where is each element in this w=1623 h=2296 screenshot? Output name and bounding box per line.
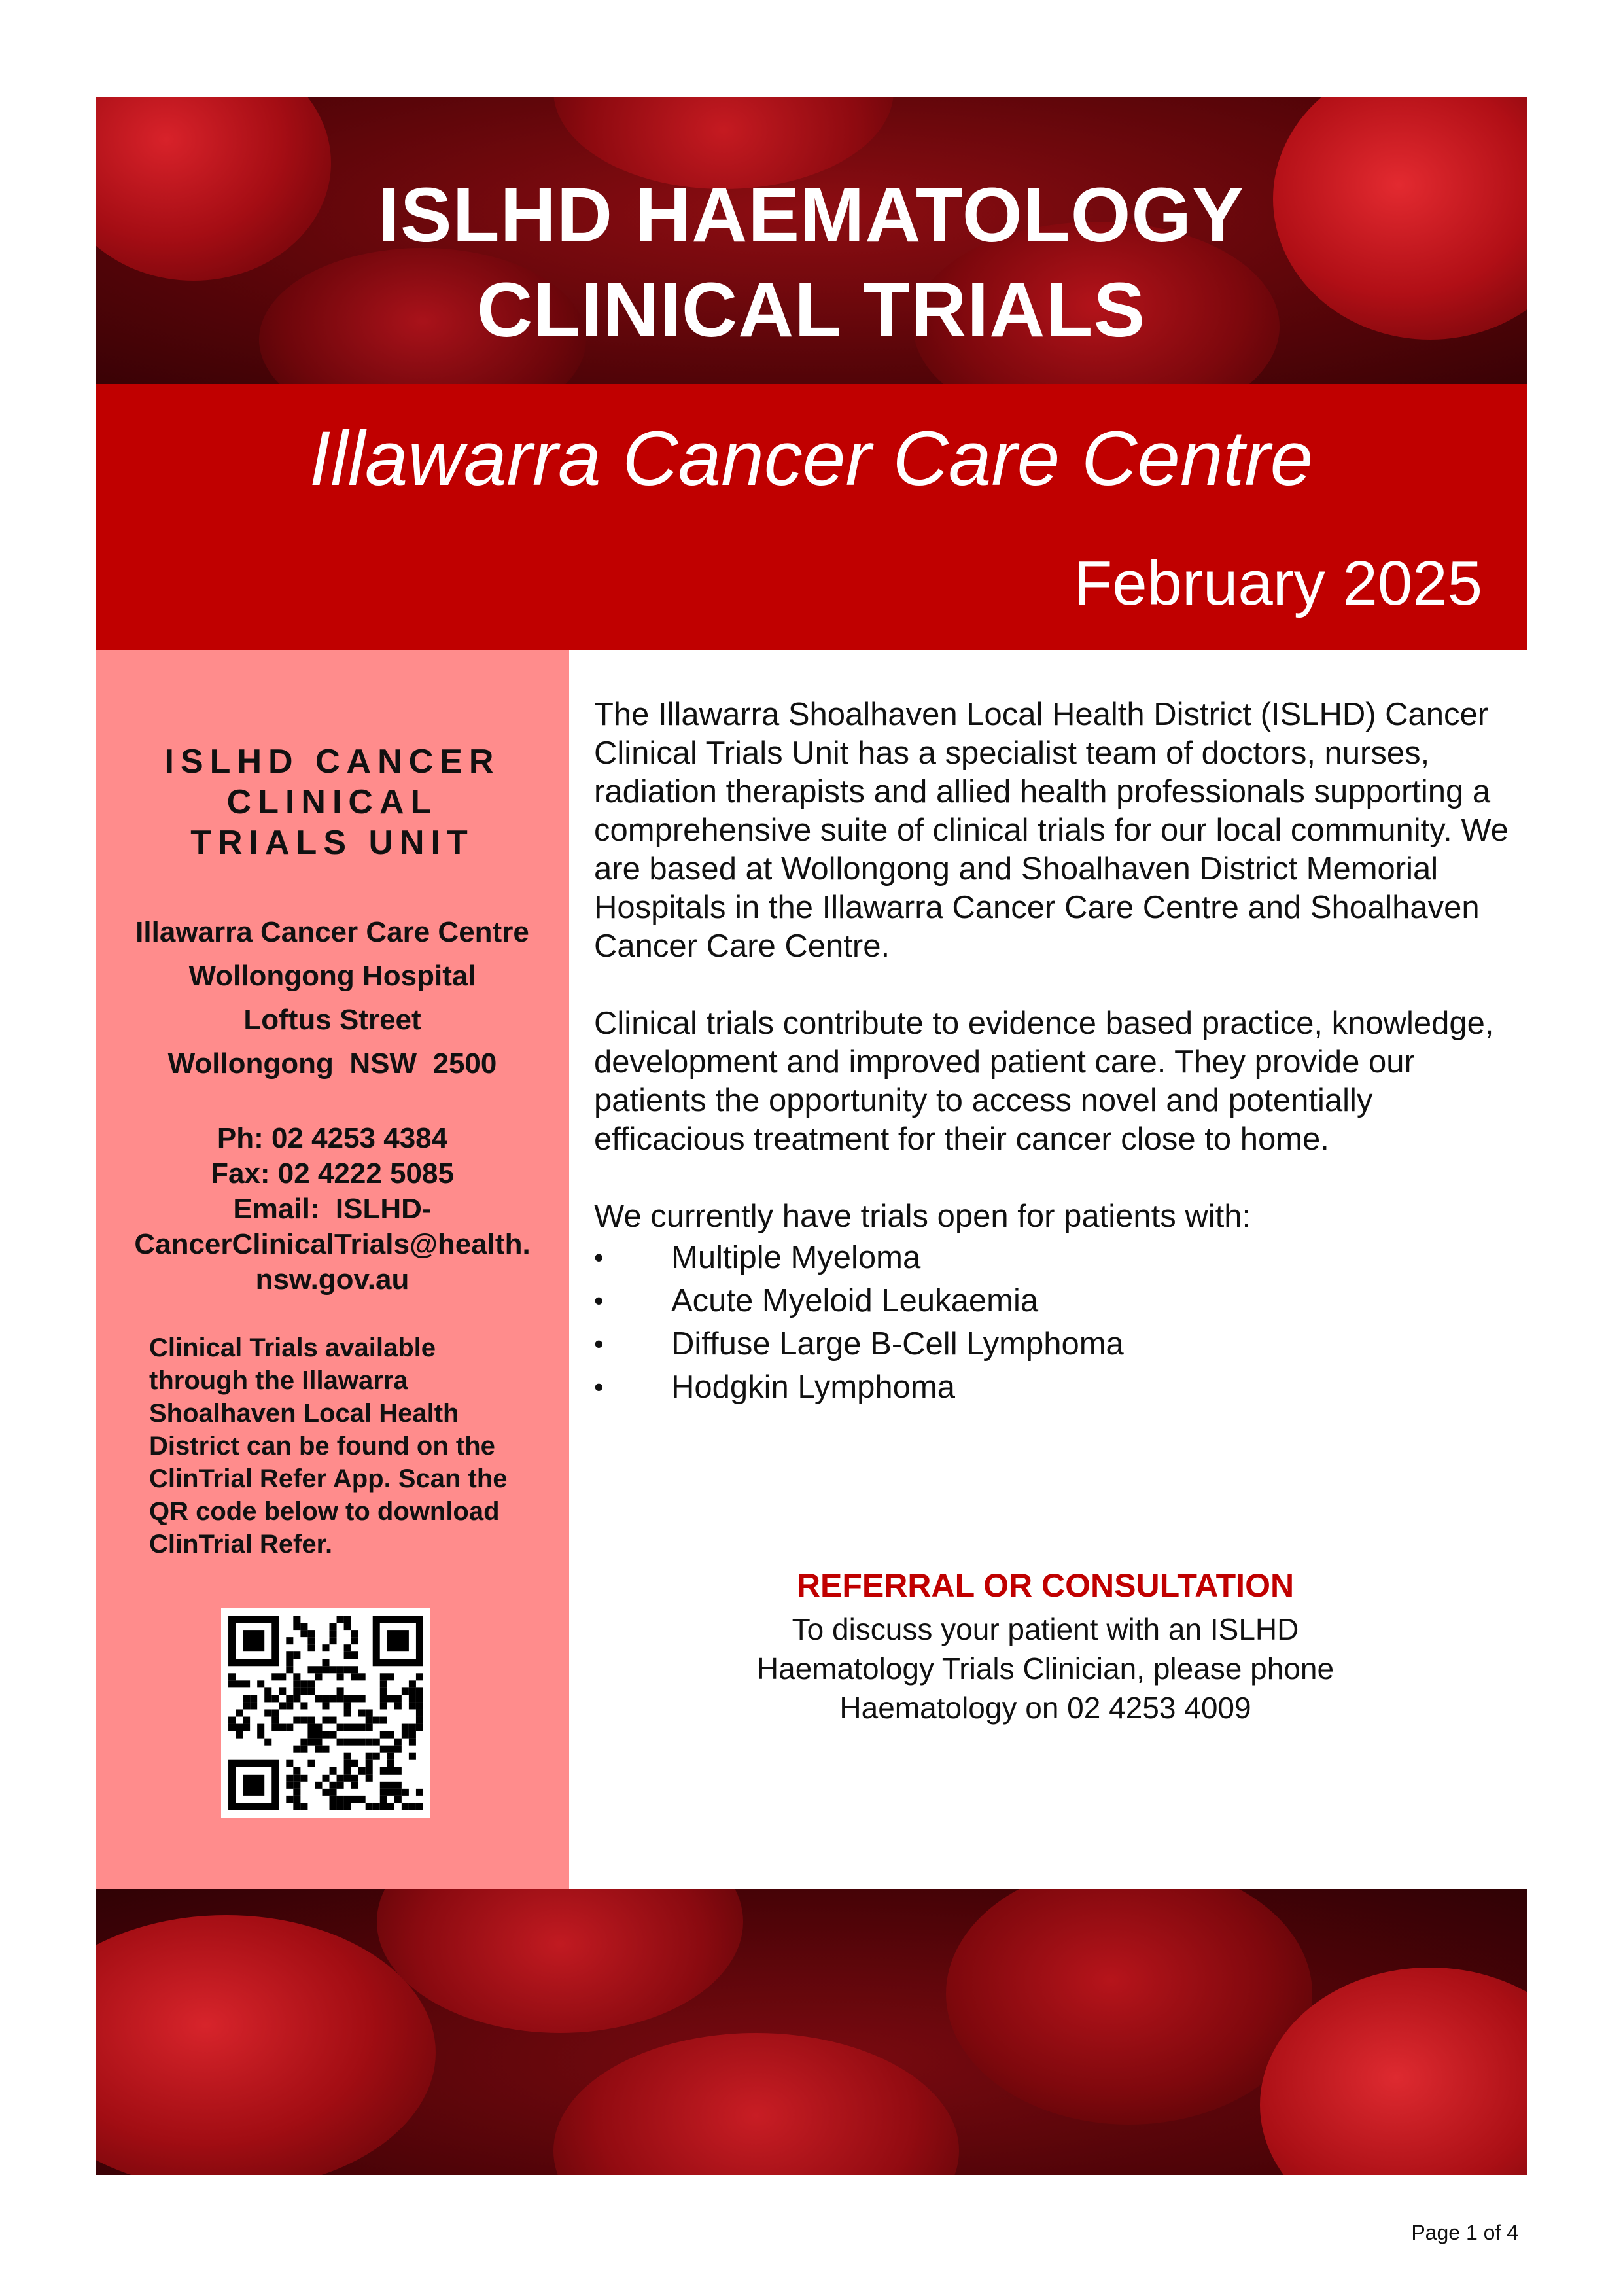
address-line: Loftus Street	[243, 1004, 421, 1036]
clintrial-note: Clinical Trials available through the Illawarra Shoalhaven Local Health District can be found on the ClinTrial Refer App. Scan the QR code below to download ClinTrial Refer.	[149, 1333, 508, 1559]
bullet-icon: •	[594, 1285, 604, 1316]
bullet-icon: •	[594, 1328, 604, 1359]
qr-code-image[interactable]	[221, 1608, 430, 1818]
trial-name: Diffuse Large B-Cell Lymphoma	[671, 1326, 1124, 1362]
sidebar-heading	[96, 741, 569, 863]
page-number: Page 1 of 4	[1411, 2221, 1518, 2244]
email-address-line[interactable]: CancerClinicalTrials@health.	[134, 1228, 531, 1260]
list-item	[594, 1279, 1523, 1322]
benefits-paragraph: Clinical trials contribute to evidence based practice, knowledge, development and improved patient care. They provide our patients the opportunity to access novel and potentially efficacious treatment for their cancer close to home.	[594, 1006, 1494, 1157]
address-line: Illawarra Cancer Care Centre	[135, 916, 529, 948]
blood-cell-image	[946, 1889, 1312, 2125]
trials-intro: We currently have trials open for patients with:	[594, 1199, 1251, 1234]
referral-section	[594, 1564, 1497, 1727]
intro-paragraph: The Illawarra Shoalhaven Local Health District (ISLHD) Cancer Clinical Trials Unit has a specialist team of doctors, nurses, radiation therapists and allied health professionals supporting a comprehensive suite of clinical trials for our local community. We are based at Wollongong and Shoalhaven District Memorial Hospitals in the Illawarra Cancer Care Centre and Shoalhaven Cancer Care Centre.	[594, 697, 1509, 964]
email-label: Email: ISLHD-	[233, 1193, 432, 1225]
list-item	[594, 1322, 1523, 1366]
postal-address	[96, 910, 569, 1086]
email-address-line[interactable]: nsw.gov.au	[255, 1263, 410, 1296]
trial-name: Multiple Myeloma	[671, 1240, 921, 1275]
address-line: Wollongong NSW 2500	[167, 1048, 497, 1080]
contact-sidebar	[96, 650, 569, 1889]
header-banner	[96, 97, 1527, 384]
trial-list	[594, 1236, 1523, 1409]
phone-number: Ph: 02 4253 4384	[217, 1122, 448, 1154]
trial-name: Hodgkin Lymphoma	[671, 1369, 955, 1405]
subtitle-band	[96, 384, 1527, 650]
trial-name: Acute Myeloid Leukaemia	[671, 1283, 1039, 1318]
referral-line: To discuss your patient with an ISLHD	[792, 1612, 1299, 1646]
fax-number: Fax: 02 4222 5085	[211, 1157, 454, 1190]
sidebar-heading-line: ISLHD CANCER	[164, 743, 500, 781]
bullet-icon: •	[594, 1242, 604, 1273]
referral-line: Haematology Trials Clinician, please phone	[756, 1651, 1335, 1686]
qr-code-icon	[221, 1608, 430, 1818]
footer-banner	[96, 1889, 1527, 2175]
address-line: Wollongong Hospital	[188, 960, 476, 992]
blood-cell-image	[377, 1889, 743, 2033]
email-address[interactable]	[96, 1227, 569, 1298]
referral-line: Haematology on 02 4253 4009	[839, 1691, 1251, 1725]
sidebar-heading-line: TRIALS UNIT	[190, 824, 474, 862]
sidebar-heading-line: CLINICAL	[226, 783, 438, 821]
list-item	[594, 1366, 1523, 1409]
page-title: ISLHD HAEMATOLOGY CLINICAL TRIALS	[378, 172, 1244, 353]
contact-details	[96, 1121, 569, 1298]
centre-subtitle: Illawarra Cancer Care Centre	[309, 415, 1314, 502]
main-content	[594, 696, 1523, 1409]
blood-cell-image	[553, 2033, 959, 2175]
bullet-icon: •	[594, 1371, 604, 1402]
referral-title: REFERRAL OR CONSULTATION	[796, 1567, 1295, 1604]
list-item	[594, 1236, 1523, 1279]
issue-date: February 2025	[1073, 548, 1482, 618]
